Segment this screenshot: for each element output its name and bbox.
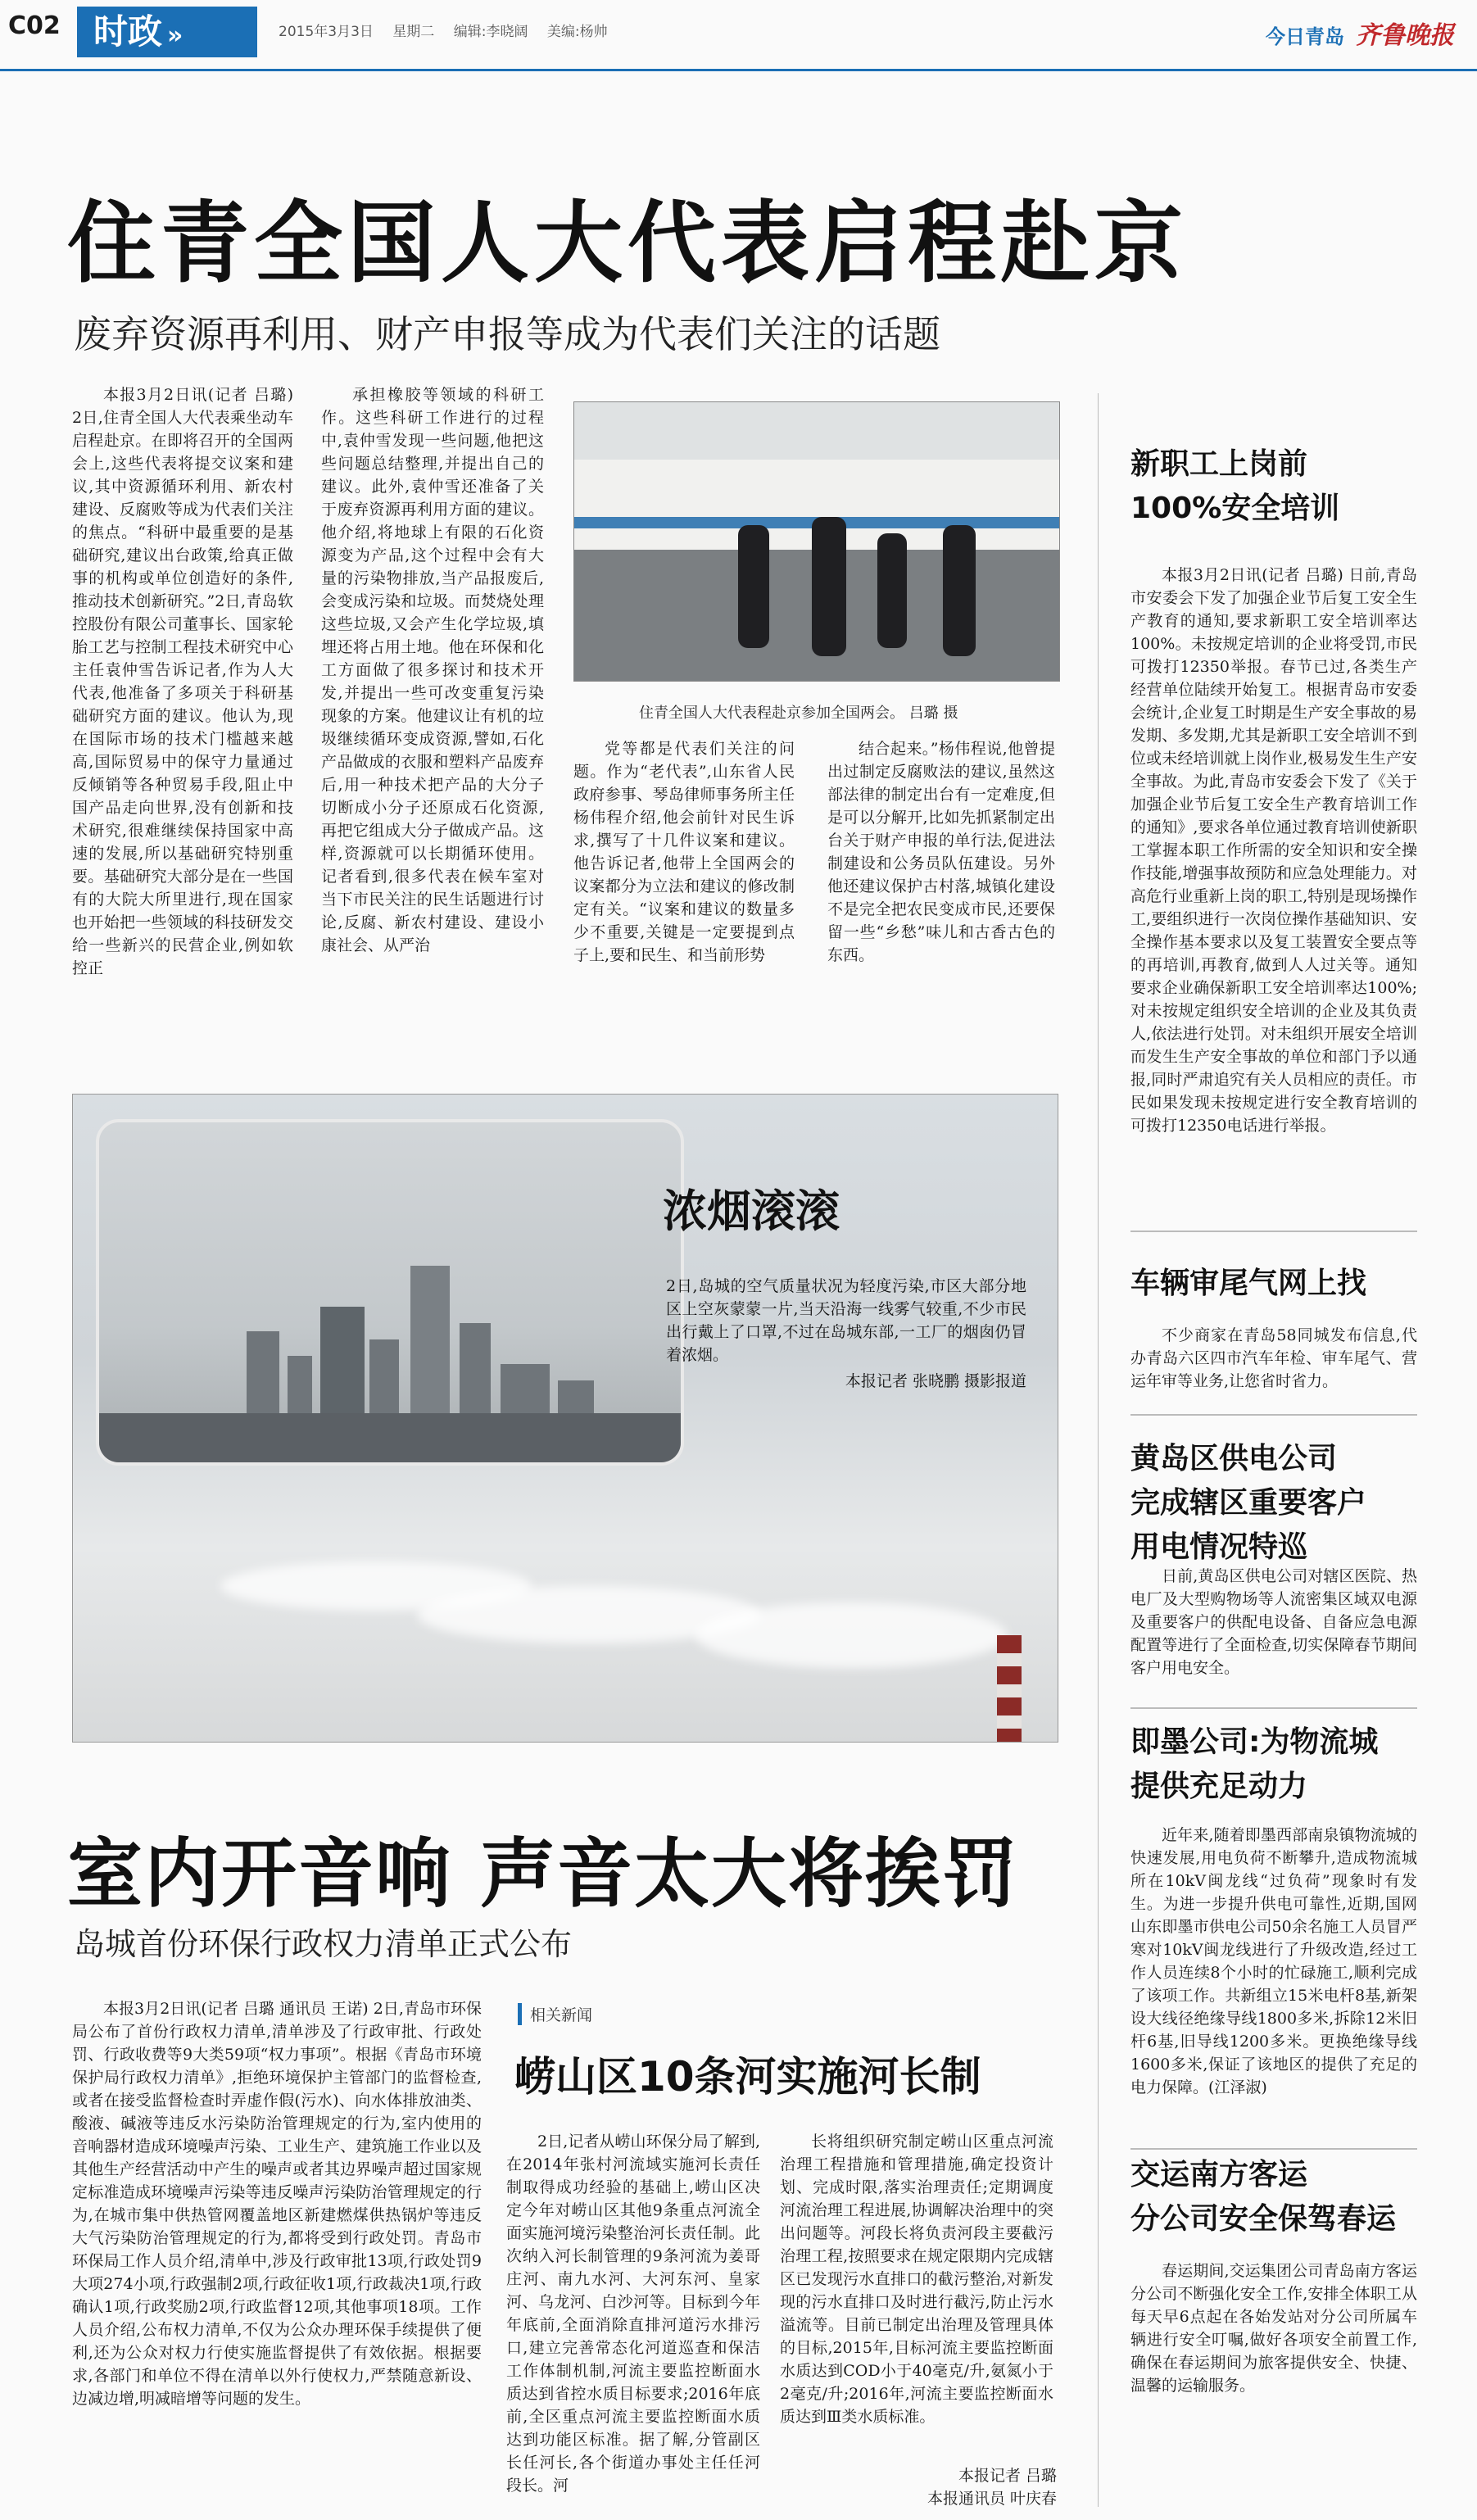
brief-1-headline: 新职工上岗前 100%安全培训 [1130, 447, 1340, 525]
header-rule [0, 69, 1477, 71]
lead-column-1: 本报3月2日讯(记者 吕璐) 2日,住青全国人大代表乘坐动车启程赴京。在即将召开的全国两会上,这些代表将提交议案和建议,其中资源循环利用、新农村建设、反腐败等成为代表们关注的焦点。“科研中最重要的是基础研究,建议出台政策,给真正做事的机构或单位创造好的条件,推动技术创新研究。”2日,青岛软控股份有限公司董事长、国家轮胎工艺与控制工程技术研究中心主任袁仲雪告诉记者,作为人大代表,他准备了多项关于科研基础研究方面的建议。他认为,现在国际市场的技术门槛越来越高,国际贸易中的保守力量通过反倾销等各种贸易手段,阻止中国产品走向世界,没有创新和技术研究,很难继续保持国家中高速的发展,所以基础研究特别重要。基础研究大部分是在一些国有的大院大所里进行,现在国家也开始把一些领域的科技研发交给一些新兴的民营企业,例如软控正 [72, 386, 293, 977]
train-platform-image [574, 402, 1059, 681]
brief-divider [1130, 1414, 1417, 1416]
related-byline [917, 2464, 1057, 2510]
smog-headline: 浓烟滚滚 [663, 1185, 840, 1237]
brand-logo: 齐鲁晚报 [1356, 21, 1454, 50]
smog-photo-panel [72, 1094, 1058, 1743]
lead-subheadline: 废弃资源再利用、财产申报等成为代表们关注的话题 [74, 312, 940, 356]
related-column-2: 长将组织研究制定崂山区重点河流治理工程措施和管理措施,确定投资计划、完成时限,落实治理责任;定期调度河流治理工程进展,协调解决治理中的突出问题等。河段长将负责河段主要截污治理工程,按照要求在规定限期内完成辖区已发现污水直排口的截污整治,对新发现的污水直排口及时进行截污,防止污水溢流等。目前已制定出治理及管理具体的目标,2015年,目标河流主要监控断面水质达到COD小于40毫克/升,氨氮小于2毫克/升;2016年,河流主要监控断面水质达到Ⅲ类水质标准。 [780, 2132, 1053, 2426]
brief-3-body: 日前,黄岛区供电公司对辖区医院、热电厂及大型购物场等人流密集区域双电源及重要客户的供配电设备、自备应急电源配置等进行了全面检查,切实保障春节期间客户用电安全。 [1130, 1567, 1417, 1677]
brief-4-headline: 即墨公司:为物流城 提供充足动力 [1130, 1725, 1379, 1803]
smog-body: 2日,岛城的空气质量状况为轻度污染,市区大部分地区上空灰蒙蒙一片,当天沿海一线雾气较重,不少市民出行戴上了口罩,不过在岛城东部,一工厂的烟囱仍冒着浓烟。 [666, 1277, 1026, 1364]
related-headline: 崂山区10条河实施河长制 [514, 2053, 981, 2101]
city-skyline-inset [96, 1119, 684, 1466]
second-subheadline: 岛城首份环保行政权力清单正式公布 [74, 1926, 573, 1962]
page-number: C02 [8, 11, 61, 40]
chimney-image [997, 1635, 1022, 1742]
today-label: 今日青岛 [1266, 25, 1344, 48]
double-chevron-icon: » [167, 21, 183, 50]
smog-text [666, 1275, 1026, 1393]
brief-1-body: 本报3月2日讯(记者 吕璐) 日前,青岛市安委会下发了加强企业节后复工安全生产教育的通知,要求新职工安全培训率达100%。未按规定培训的企业将受罚,市民可拨打12350举报。春节已过,各类生产经营单位陆续开始复工。根据青岛市安委会统计,企业复工时期是生产安全事故的易发期、多发期,尤其是新职工安全培训不到位或未经培训就上岗作业,极易发生生产安全事故。为此,青岛市安委会下发了《关于加强企业节后复工安全生产教育培训工作的通知》,要求各单位通过教育培训使新职工掌握本职工作所需的安全知识和安全操作技能,增强事故预防和应急处理能力。对高危行业重新上岗的职工,特别是现场操作工,要组织进行一次岗位操作基础知识、安全操作基本要求以及复工装置安全要点等的再培训,再教育,做到人人过关等。通知要求企业确保新职工安全培训率达100%;对未按规定组织安全培训的企业及其负责人,依法进行处罚。对未组织开展安全培训而发生生产安全事故的单位和部门予以通报,同时严肃追究有关人员相应的责任。市民如果发现未按规定进行安全教育培训的可拨打12350电话进行举报。 [1130, 566, 1417, 1135]
smog-byline: 本报记者 张晓鹏 摄影报道 [845, 1372, 1026, 1390]
column-divider [1098, 393, 1099, 2507]
brief-2-body: 不少商家在青岛58同城发布信息,代办青岛六区四市汽车年检、审车尾气、营运年审等业务,让您省时省力。 [1130, 1326, 1417, 1390]
related-news-tag: 相关新闻 [518, 2003, 592, 2025]
related-column-1: 2日,记者从崂山环保分局了解到,在2014年张村河流域实施河长责任制取得成功经验的基础上,崂山区决定今年对崂山区其他9条重点河流全面实施河境污染整治河长责任制。此次纳入河长制管理的9条河流为姜哥庄河、南九水河、大河东河、皇家河、乌龙河、白沙河等。目标到今年年底前,全面消除直排河道污水排污口,建立完善常态化河道巡查和保洁工作体制机制,河流主要监控断面水质达到省控水质目标要求;2016年底前,全区重点河流主要监控断面水质达到功能区标准。据了解,分管副区长任河长,各个街道办事处主任任河段长。河 [506, 2132, 760, 2495]
lead-column-3: 党等都是代表们关注的问题。作为“老代表”,山东省人民政府参事、琴岛律师事务所主任杨伟程介绍,他会前针对民生诉求,撰写了十几件议案和建议。他告诉记者,他带上全国两会的议案都分为立法和建议的修改制定有关。“议案和建议的数量多少不重要,关键是一定要提到点子上,要和民生、和当前形势 [573, 740, 795, 964]
issue-info [279, 20, 623, 40]
designer-credit: 美编:杨帅 [546, 24, 608, 40]
brief-4-body: 近年来,随着即墨西部南泉镇物流城的快速发展,用电负荷不断攀升,造成物流城所在10kV闽龙线“过负荷”现象时有发生。为进一步提升供电可靠性,近期,国网山东即墨市供电公司50余名施工人员冒严寒对10kV闽龙线进行了升级改造,经过工作人员连续8个小时的忙碌施工,顺利完成了该项工作。共新组立15米电杆8基,新架设大线径绝缘导线1800多米,拆除12米旧杆6基,旧导线1200多米。更换绝缘导线1600多米,保证了该地区的提供了充足的电力保障。(江泽淑) [1130, 1826, 1417, 2096]
lead-column-2: 承担橡胶等领域的科研工作。这些科研工作进行的过程中,袁仲雪发现一些问题,他把这些问题总结整理,并提出自己的建议。此外,袁仲雪还准备了关于废弃资源再利用方面的建议。他介绍,将地球上有限的石化资源变为产品,这个过程中会有大量的污染物排放,当产品报废后,会变成污染和垃圾。而焚烧处理这些垃圾,又会产生化学垃圾,填埋还将占用土地。他在环保和化工方面做了很多探讨和技术开发,并提出一些可改变重复污染现象的方案。他建议让有机的垃圾继续循环变成资源,譬如,石化产品做成的衣服和塑料产品废弃后,用一种技术把产品的大分子切断成小分子还原成石化资源,再把它组成大分子做成产品。这样,资源就可以长期循环使用。记者看到,很多代表在候车室对当下市民关注的民生话题进行讨论,反腐、新农村建设、建设小康社会、从严治 [321, 386, 544, 954]
brief-divider [1130, 2148, 1417, 2150]
editor-credit: 编辑:李晓阔 [453, 24, 528, 40]
brief-5-headline: 交运南方客运 分公司安全保驾春运 [1130, 2158, 1397, 2236]
brief-divider [1130, 1231, 1417, 1232]
section-tab [77, 7, 257, 57]
issue-weekday: 星期二 [392, 24, 435, 40]
masthead-right [1266, 15, 1454, 51]
brief-2-headline: 车辆审尾气网上找 [1130, 1267, 1367, 1300]
second-headline: 室内开音响 声音太大将挨罚 [67, 1830, 1020, 1918]
related-byline-correspondent: 本报通讯员 叶庆春 [927, 2490, 1057, 2508]
brief-3-headline: 黄岛区供电公司 完成辖区重要客户 用电情况特巡 [1130, 1442, 1367, 1564]
lead-headline: 住青全国人大代表启程赴京 [67, 193, 1189, 295]
brief-5-body: 春运期间,交运集团公司青岛南方客运分公司不断强化安全工作,安排全体职工从每天早6点起在各始发站对分公司所属车辆进行安全叮嘱,做好各项安全前置工作,确保在春运期间为旅客提供安全、快捷、温馨的运输服务。 [1130, 2262, 1417, 2395]
brief-divider [1130, 1707, 1417, 1709]
delegates-photo [573, 401, 1060, 682]
related-byline-reporter: 本报记者 吕璐 [958, 2467, 1057, 2485]
lead-column-4: 结合起来。”杨伟程说,他曾提出过制定反腐败法的建议,虽然这部法律的制定出台有一定难度,但是可以分解开,比如先抓紧制定出台关于财产申报的单行法,促进法制建设和公务员队伍建设。另外他还建议保护古村落,城镇化建设不是完全把农民变成市民,还要保留一些“乡愁”味儿和古香古色的东西。 [827, 740, 1055, 964]
second-body: 本报3月2日讯(记者 吕璐 通讯员 王诺) 2日,青岛市环保局公布了首份行政权力清单,清单涉及了行政审批、行政处罚、行政收费等9大类59项“权力事项”。根据《青岛市环境保护局行政权力清单》,拒绝环境保护主管部门的监督检查,或者在接受监督检查时弄虚作假(污水)、向水体排放油类、酸液、碱液等违反水污染防治管理规定的行为,室内使用的音响器材造成环境噪声污染、工业生产、建筑施工作业以及其他生产经营活动中产生的噪声或者其边界噪声超过国家规定标准造成环境噪声污染等违反噪声污染防治管理规定的行为,在城市集中供热管网覆盖地区新建燃煤供热锅炉等违反大气污染防治管理规定的行为,都将受到行政处罚。青岛市环保局工作人员介绍,清单中,涉及行政审批13项,行政处罚9大项274小项,行政强制2项,行政征收1项,行政裁决1项,行政确认1项,行政奖励2项,行政监督12项,其他事项18项。工作人员介绍,公布权力清单,不仅为公众办理环保手续提供了便利,还为公众对权力行使实施监督提供了有效依据。根据要求,各部门和单位不得在清单以外行使权力,严禁随意新设、边减边增,明减暗增等问题的发生。 [72, 2000, 482, 2408]
issue-date: 2015年3月3日 [279, 24, 374, 40]
photo-caption: 住青全国人大代表程赴京参加全国两会。 吕璐 摄 [639, 705, 958, 722]
section-label: 时政 [93, 11, 163, 52]
